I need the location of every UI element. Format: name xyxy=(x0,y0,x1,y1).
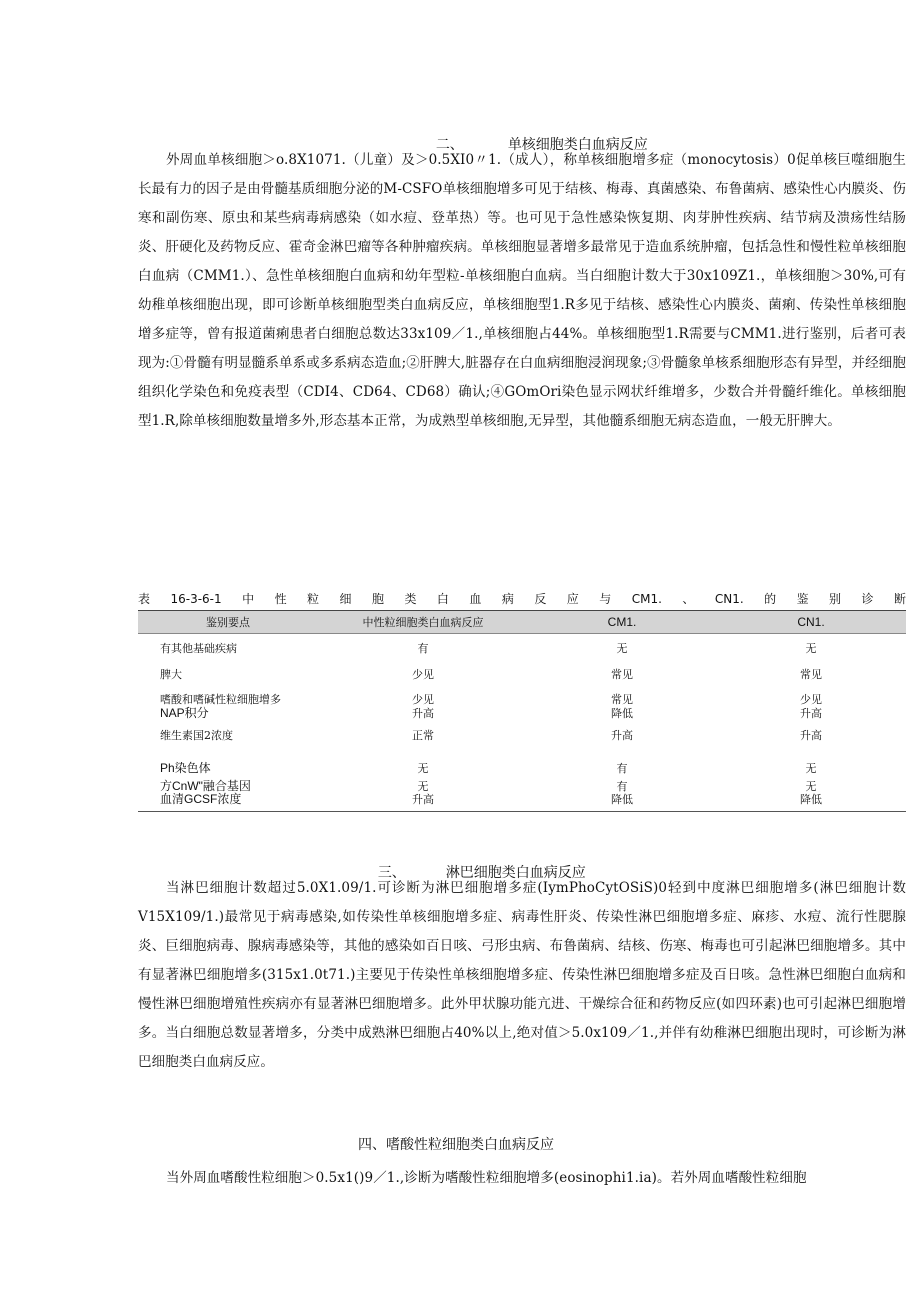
header-cml: CM1. xyxy=(528,611,716,634)
row-key: 嗜酸和嗜碱性粒细胞增多 xyxy=(160,693,281,706)
row-value-b: 无 xyxy=(616,642,628,655)
differential-diagnosis-table xyxy=(138,610,906,812)
row-key-text: 血清GCSF浓度 xyxy=(160,792,242,806)
section-2-paragraph-block xyxy=(138,146,906,436)
section-4-paragraph: 当外周血嗜酸性粒细胞＞0.5x1()9／1.,诊断为嗜酸性粒细胞增多(eosinophi1.ia)。若外周血嗜酸性粒细胞 xyxy=(166,1170,807,1186)
section-2-number: 二、 xyxy=(435,137,464,153)
row-value-c: 常见 xyxy=(800,668,822,681)
row-key-text: NAP积分 xyxy=(160,706,209,720)
table-row xyxy=(138,778,906,793)
row-key-text: Ph染色体 xyxy=(160,761,211,775)
section-3-paragraph-block xyxy=(138,874,906,1077)
section-3-paragraph: 当淋巴细胞计数超过5.0X1.09/1.可诊断为淋巴细胞增多症(IymPhoCytOSiS)0轻到中度淋巴细胞增多(淋巴细胞计数V15X109/1.)最常见于病毒感染,如传染性单核细胞增多症、病毒性肝炎、传染性淋巴细胞增多症、麻疹、水痘、流行性腮腺炎、巨细胞病毒、腺病毒感染等，其他的感染如百日咳、弓形虫病、布鲁菌病、结核、伤寒、梅毒也可引起淋巴细胞增多。其中有显著淋巴细胞增多(315x1.0t71.)主要见于传染性单核细胞增多症、传染性淋巴细胞增多症及百日咳。急性淋巴细胞白血病和慢性淋巴细胞增殖性疾病亦有显著淋巴细胞增多。此外甲状腺功能亢进、干燥综合征和药物反应(如四环素)也可引起淋巴细胞增多。当白细胞总数显著增多，分类中成熟淋巴细胞占40%以上,绝对值＞5.0x109／1.,并伴有幼稚淋巴细胞出现时，可诊断为淋巴细胞类白血病反应。 xyxy=(138,880,906,1070)
row-value-a: 无 xyxy=(417,780,429,793)
header-neutrophil: 中性粒细胞类白血病反应 xyxy=(318,611,528,634)
row-key xyxy=(138,707,318,727)
row-value-c: 无 xyxy=(805,780,817,793)
section-2-paragraph: 外周血单核细胞＞o.8X1071.（儿童）及＞0.5XI0〃1.（成人），称单核细胞增多症（monocytosis）0促单核巨噬细胞生长最有力的因子是由骨髓基质细胞分泌的M-CSFO单核细胞增多可见于结核、梅毒、真菌感染、布鲁菌病、感染性心内膜炎、伤寒和副伤寒、原虫和某些病毒病感染（如水痘、登革热）等。也可见于急性感染恢复期、肉芽肿性疾病、结节病及溃疡性结肠炎、肝硬化及药物反应、霍奇金淋巴瘤等各种肿瘤疾病。单核细胞显著增多最常见于造血系统肿瘤，包括急性和慢性粒单核细胞白血病（CMM1.）、急性单核细胞白血病和幼年型粒-单核细胞白血病。当白细胞计数大于30x109Z1.，单核细胞＞30%,可有幼稚单核细胞出现，即可诊断单核细胞型类白血病反应，单核细胞型1.R多见于结核、感染性心内膜炎、菌痢、传染性单核细胞增多症等，曾有报道菌痢患者白细胞总数达33x109／1.,单核细胞占44%。单核细胞型1.R需要与CMM1.进行鉴别，后者可表现为:①骨髓有明显髓系单系或多系病态造血;②肝脾大,脏器存在白血病细胞浸润现象;③骨髓象单核系细胞形态有异型，并经细胞组织化学染色和免疫表型（CDI4、CD64、CD68）确认;④GOmOri染色显示网状纤维增多，少数合并骨髓纤维化。单核细胞型1.R,除单核细胞数量增多外,形态基本正常，为成熟型单核细胞,无异型，其他髓系细胞无病态造血，一般无肝脾大。 xyxy=(138,152,906,429)
header-key: 鉴别要点 xyxy=(138,611,318,634)
row-key xyxy=(138,793,318,812)
row-value-b: 升高 xyxy=(611,729,633,742)
table-caption: 表16-3-6-1中性粒细胞类白血病反应与CM1.、CN1.的鉴别诊断 xyxy=(138,592,906,606)
row-value-b: 有 xyxy=(616,780,628,793)
row-value-c: 无 xyxy=(805,642,817,655)
row-value-c: 升高 xyxy=(800,707,822,720)
section-4-paragraph-block xyxy=(138,1164,906,1193)
row-value-a: 正常 xyxy=(412,729,434,742)
row-value-a: 升高 xyxy=(412,707,434,720)
row-value-a: 有 xyxy=(417,642,429,655)
section-3-title: 淋巴细胞类白血病反应 xyxy=(445,865,586,881)
row-key: 有其他基础疾病 xyxy=(160,642,237,655)
table-row xyxy=(138,707,906,727)
row-value-b: 降低 xyxy=(611,707,633,720)
row-value-a: 少见 xyxy=(412,668,434,681)
row-value-b: 常见 xyxy=(611,693,633,706)
table-header-row xyxy=(138,611,906,634)
section-3-number: 三、 xyxy=(377,865,406,881)
row-key xyxy=(138,760,318,778)
row-key-text: 方CnW"融合基因 xyxy=(160,779,251,793)
row-value-a: 无 xyxy=(417,762,429,775)
row-value-a: 升高 xyxy=(318,793,528,812)
row-value-c: 无 xyxy=(805,762,817,775)
table-row xyxy=(138,684,906,707)
row-value-c: 升高 xyxy=(800,729,822,742)
table-row xyxy=(138,634,906,660)
header-cnl: CN1. xyxy=(716,611,906,634)
row-value-b: 降低 xyxy=(528,793,716,812)
row-key: 脾大 xyxy=(160,668,182,681)
row-key xyxy=(138,778,318,793)
section-4-heading: 四、嗜酸性粒细胞类白血病反应 xyxy=(358,1137,554,1153)
row-value-c: 降低 xyxy=(716,793,906,812)
table-row xyxy=(138,659,906,684)
section-2-title: 单核细胞类白血病反应 xyxy=(507,137,648,153)
table-row xyxy=(138,793,906,812)
row-value-a: 少见 xyxy=(412,693,434,706)
row-value-b: 有 xyxy=(616,762,628,775)
table-row xyxy=(138,727,906,760)
row-value-b: 常见 xyxy=(611,668,633,681)
row-key: 维生素国2浓度 xyxy=(160,729,233,742)
row-value-c: 少见 xyxy=(800,693,822,706)
table-row xyxy=(138,760,906,778)
